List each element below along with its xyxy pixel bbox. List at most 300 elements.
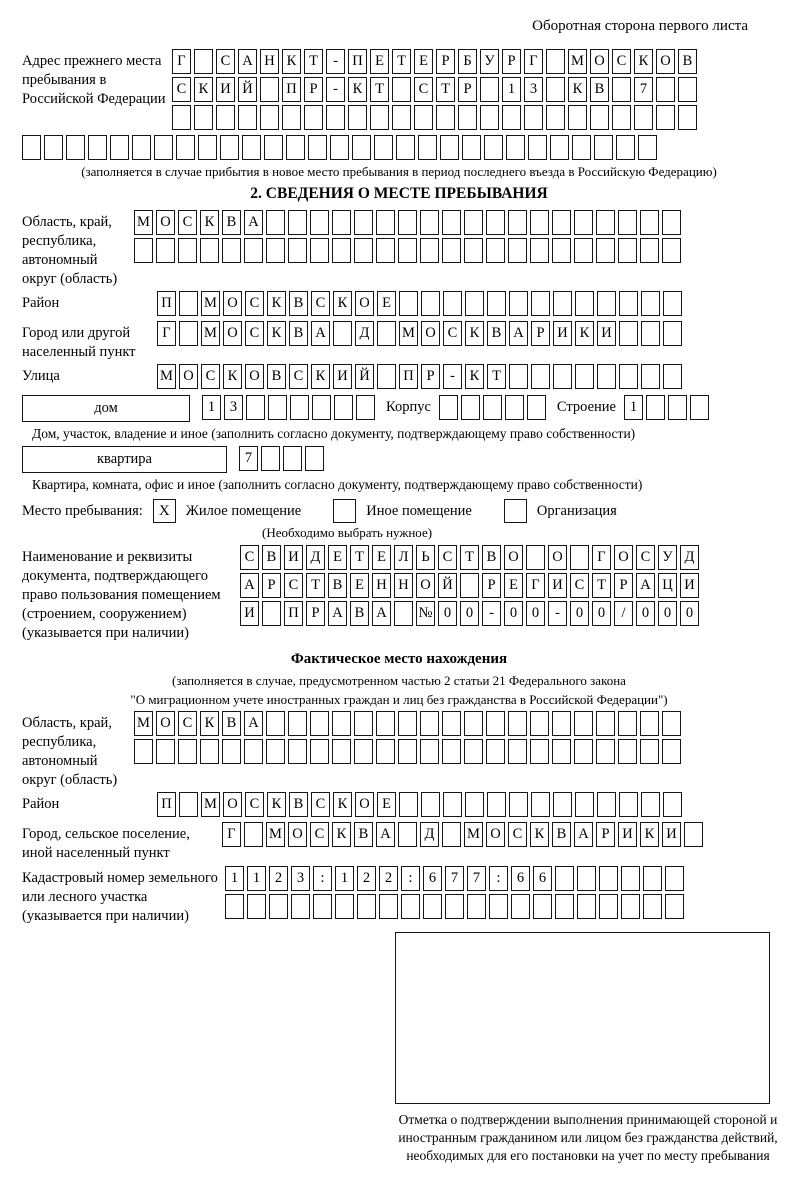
char-box[interactable]: - (548, 601, 567, 626)
char-box[interactable] (464, 739, 483, 764)
char-box[interactable]: Р (596, 822, 615, 847)
char-box[interactable] (550, 135, 569, 160)
char-box[interactable]: И (548, 573, 567, 598)
char-box[interactable] (656, 105, 675, 130)
char-box[interactable]: В (222, 711, 241, 736)
char-box[interactable] (546, 49, 565, 74)
char-box[interactable] (511, 894, 530, 919)
char-box[interactable]: С (284, 573, 303, 598)
char-box[interactable]: В (354, 822, 373, 847)
char-box[interactable] (575, 291, 594, 316)
char-box[interactable]: С (245, 321, 264, 346)
char-box[interactable] (268, 395, 287, 420)
char-box[interactable] (132, 135, 151, 160)
char-box[interactable]: 0 (592, 601, 611, 626)
char-box[interactable]: В (552, 822, 571, 847)
char-box[interactable] (634, 105, 653, 130)
char-box[interactable]: Е (504, 573, 523, 598)
char-box[interactable]: 0 (460, 601, 479, 626)
char-box[interactable] (283, 446, 302, 471)
char-box[interactable]: С (201, 364, 220, 389)
char-box[interactable] (354, 210, 373, 235)
char-box[interactable]: В (289, 792, 308, 817)
char-box[interactable]: К (267, 792, 286, 817)
char-box[interactable]: О (355, 792, 374, 817)
char-box[interactable]: Й (355, 364, 374, 389)
char-box[interactable] (398, 822, 417, 847)
char-box[interactable] (663, 364, 682, 389)
char-box[interactable] (222, 238, 241, 263)
char-box[interactable]: Т (306, 573, 325, 598)
char-box[interactable] (333, 321, 352, 346)
char-box[interactable] (546, 77, 565, 102)
char-box[interactable]: 0 (680, 601, 699, 626)
char-box[interactable]: А (328, 601, 347, 626)
char-box[interactable]: К (267, 321, 286, 346)
char-box[interactable] (663, 792, 682, 817)
char-box[interactable] (663, 321, 682, 346)
char-box[interactable] (508, 238, 527, 263)
char-box[interactable]: 3 (524, 77, 543, 102)
char-box[interactable] (618, 739, 637, 764)
char-box[interactable] (288, 210, 307, 235)
char-box[interactable]: Р (614, 573, 633, 598)
char-box[interactable] (596, 210, 615, 235)
char-box[interactable] (266, 711, 285, 736)
char-box[interactable] (220, 135, 239, 160)
char-box[interactable]: М (134, 210, 153, 235)
char-box[interactable] (304, 105, 323, 130)
char-box[interactable]: К (223, 364, 242, 389)
checkbox-organization[interactable] (504, 499, 527, 523)
char-box[interactable]: О (486, 822, 505, 847)
char-box[interactable]: К (194, 77, 213, 102)
char-box[interactable] (442, 711, 461, 736)
char-box[interactable] (399, 792, 418, 817)
char-box[interactable] (572, 135, 591, 160)
char-box[interactable] (134, 739, 153, 764)
char-box[interactable] (640, 739, 659, 764)
char-box[interactable] (266, 739, 285, 764)
char-box[interactable] (178, 739, 197, 764)
char-box[interactable] (506, 135, 525, 160)
char-box[interactable]: Г (172, 49, 191, 74)
char-box[interactable]: 6 (423, 866, 442, 891)
char-box[interactable]: 0 (570, 601, 589, 626)
char-box[interactable]: Е (377, 291, 396, 316)
char-box[interactable]: 0 (504, 601, 523, 626)
char-box[interactable]: С (216, 49, 235, 74)
char-box[interactable] (305, 446, 324, 471)
char-box[interactable]: О (548, 545, 567, 570)
char-box[interactable] (467, 894, 486, 919)
char-box[interactable]: П (157, 291, 176, 316)
char-box[interactable] (261, 446, 280, 471)
char-box[interactable]: С (311, 291, 330, 316)
char-box[interactable] (531, 364, 550, 389)
char-box[interactable]: К (575, 321, 594, 346)
char-box[interactable] (574, 238, 593, 263)
char-box[interactable] (266, 238, 285, 263)
char-box[interactable] (330, 135, 349, 160)
char-box[interactable]: С (438, 545, 457, 570)
char-box[interactable] (401, 894, 420, 919)
char-box[interactable] (594, 135, 613, 160)
char-box[interactable]: Д (420, 822, 439, 847)
char-box[interactable] (354, 238, 373, 263)
char-box[interactable] (662, 739, 681, 764)
char-box[interactable]: Т (592, 573, 611, 598)
char-box[interactable] (260, 105, 279, 130)
char-box[interactable] (555, 894, 574, 919)
char-box[interactable] (179, 792, 198, 817)
char-box[interactable]: Й (438, 573, 457, 598)
char-box[interactable] (612, 77, 631, 102)
char-box[interactable] (310, 739, 329, 764)
char-box[interactable]: Г (524, 49, 543, 74)
char-box[interactable] (420, 739, 439, 764)
char-box[interactable] (376, 238, 395, 263)
char-box[interactable] (641, 321, 660, 346)
char-box[interactable]: Н (394, 573, 413, 598)
char-box[interactable] (665, 894, 684, 919)
char-box[interactable]: - (443, 364, 462, 389)
char-box[interactable] (640, 238, 659, 263)
char-box[interactable]: № (416, 601, 435, 626)
char-box[interactable]: П (157, 792, 176, 817)
char-box[interactable] (509, 291, 528, 316)
char-box[interactable]: С (414, 77, 433, 102)
char-box[interactable] (577, 894, 596, 919)
char-box[interactable]: К (465, 321, 484, 346)
char-box[interactable] (552, 711, 571, 736)
char-box[interactable]: У (658, 545, 677, 570)
char-box[interactable] (332, 210, 351, 235)
char-box[interactable]: Р (306, 601, 325, 626)
char-box[interactable] (575, 364, 594, 389)
char-box[interactable] (264, 135, 283, 160)
char-box[interactable]: П (399, 364, 418, 389)
char-box[interactable]: О (288, 822, 307, 847)
char-box[interactable]: - (482, 601, 501, 626)
char-box[interactable] (599, 866, 618, 891)
char-box[interactable]: Р (304, 77, 323, 102)
char-box[interactable]: 0 (636, 601, 655, 626)
char-box[interactable] (398, 238, 417, 263)
char-box[interactable]: С (245, 792, 264, 817)
char-box[interactable]: С (570, 573, 589, 598)
char-box[interactable] (134, 238, 153, 263)
char-box[interactable]: 2 (269, 866, 288, 891)
char-box[interactable]: С (178, 210, 197, 235)
char-box[interactable] (508, 711, 527, 736)
char-box[interactable]: С (172, 77, 191, 102)
char-box[interactable] (596, 711, 615, 736)
char-box[interactable]: Ц (658, 573, 677, 598)
char-box[interactable] (489, 894, 508, 919)
char-box[interactable]: К (282, 49, 301, 74)
char-box[interactable] (225, 894, 244, 919)
char-box[interactable] (643, 894, 662, 919)
char-box[interactable]: 6 (533, 866, 552, 891)
char-box[interactable] (458, 105, 477, 130)
char-box[interactable] (178, 238, 197, 263)
char-box[interactable]: М (568, 49, 587, 74)
char-box[interactable]: К (568, 77, 587, 102)
char-box[interactable] (377, 364, 396, 389)
char-box[interactable]: К (332, 822, 351, 847)
char-box[interactable]: И (662, 822, 681, 847)
char-box[interactable]: Е (377, 792, 396, 817)
char-box[interactable] (398, 210, 417, 235)
char-box[interactable]: 7 (239, 446, 258, 471)
char-box[interactable] (396, 135, 415, 160)
checkbox-other-premises[interactable] (333, 499, 356, 523)
char-box[interactable]: Т (392, 49, 411, 74)
char-box[interactable] (352, 135, 371, 160)
char-box[interactable] (668, 395, 687, 420)
char-box[interactable] (552, 210, 571, 235)
char-box[interactable] (334, 395, 353, 420)
char-box[interactable]: С (612, 49, 631, 74)
char-box[interactable] (377, 321, 396, 346)
char-box[interactable]: К (348, 77, 367, 102)
char-box[interactable]: 1 (502, 77, 521, 102)
char-box[interactable]: Н (372, 573, 391, 598)
char-box[interactable] (480, 105, 499, 130)
char-box[interactable]: 6 (511, 866, 530, 891)
char-box[interactable] (662, 238, 681, 263)
char-box[interactable] (348, 105, 367, 130)
char-box[interactable] (198, 135, 217, 160)
char-box[interactable] (376, 739, 395, 764)
char-box[interactable]: 0 (526, 601, 545, 626)
char-box[interactable]: П (348, 49, 367, 74)
char-box[interactable]: О (223, 792, 242, 817)
char-box[interactable]: А (311, 321, 330, 346)
char-box[interactable] (502, 105, 521, 130)
char-box[interactable] (656, 77, 675, 102)
char-box[interactable] (530, 210, 549, 235)
char-box[interactable] (262, 601, 281, 626)
char-box[interactable] (308, 135, 327, 160)
char-box[interactable] (244, 822, 263, 847)
char-box[interactable]: И (333, 364, 352, 389)
char-box[interactable] (643, 866, 662, 891)
char-box[interactable]: О (416, 573, 435, 598)
char-box[interactable] (22, 135, 41, 160)
char-box[interactable]: Г (526, 573, 545, 598)
char-box[interactable] (464, 210, 483, 235)
char-box[interactable]: 7 (467, 866, 486, 891)
char-box[interactable] (646, 395, 665, 420)
char-box[interactable]: 2 (357, 866, 376, 891)
char-box[interactable]: Б (458, 49, 477, 74)
char-box[interactable]: 1 (247, 866, 266, 891)
char-box[interactable]: - (326, 77, 345, 102)
char-box[interactable]: В (328, 573, 347, 598)
char-box[interactable] (244, 238, 263, 263)
char-box[interactable] (313, 894, 332, 919)
char-box[interactable] (530, 739, 549, 764)
char-box[interactable] (486, 210, 505, 235)
char-box[interactable]: Т (487, 364, 506, 389)
char-box[interactable]: В (289, 291, 308, 316)
char-box[interactable]: В (487, 321, 506, 346)
char-box[interactable]: Е (370, 49, 389, 74)
char-box[interactable] (238, 105, 257, 130)
char-box[interactable]: 1 (624, 395, 643, 420)
char-box[interactable]: Р (502, 49, 521, 74)
char-box[interactable] (439, 395, 458, 420)
char-box[interactable]: С (310, 822, 329, 847)
char-box[interactable] (461, 395, 480, 420)
char-box[interactable] (421, 792, 440, 817)
char-box[interactable] (678, 77, 697, 102)
char-box[interactable]: Е (372, 545, 391, 570)
char-box[interactable] (420, 711, 439, 736)
char-box[interactable]: 1 (202, 395, 221, 420)
char-box[interactable]: А (574, 822, 593, 847)
char-box[interactable]: У (480, 49, 499, 74)
char-box[interactable] (392, 105, 411, 130)
char-box[interactable]: Л (394, 545, 413, 570)
char-box[interactable]: Ь (416, 545, 435, 570)
char-box[interactable]: В (590, 77, 609, 102)
char-box[interactable] (288, 711, 307, 736)
char-box[interactable] (505, 395, 524, 420)
char-box[interactable]: 3 (291, 866, 310, 891)
char-box[interactable] (312, 395, 331, 420)
char-box[interactable] (597, 792, 616, 817)
char-box[interactable]: Т (370, 77, 389, 102)
char-box[interactable]: А (244, 210, 263, 235)
char-box[interactable] (357, 894, 376, 919)
char-box[interactable] (423, 894, 442, 919)
char-box[interactable]: И (284, 545, 303, 570)
char-box[interactable] (621, 894, 640, 919)
char-box[interactable] (662, 210, 681, 235)
char-box[interactable]: А (636, 573, 655, 598)
char-box[interactable] (640, 210, 659, 235)
char-box[interactable]: Т (304, 49, 323, 74)
char-box[interactable] (546, 105, 565, 130)
char-box[interactable]: А (244, 711, 263, 736)
char-box[interactable] (266, 210, 285, 235)
char-box[interactable]: О (156, 210, 175, 235)
char-box[interactable] (176, 135, 195, 160)
char-box[interactable]: 7 (634, 77, 653, 102)
char-box[interactable] (247, 894, 266, 919)
char-box[interactable] (156, 238, 175, 263)
char-box[interactable]: В (289, 321, 308, 346)
char-box[interactable]: О (656, 49, 675, 74)
char-box[interactable] (612, 105, 631, 130)
char-box[interactable] (663, 291, 682, 316)
char-box[interactable]: О (223, 321, 242, 346)
stamp-box[interactable] (395, 932, 770, 1104)
char-box[interactable] (530, 711, 549, 736)
char-box[interactable] (553, 291, 572, 316)
char-box[interactable] (464, 711, 483, 736)
char-box[interactable] (486, 711, 505, 736)
char-box[interactable] (286, 135, 305, 160)
char-box[interactable] (483, 395, 502, 420)
char-box[interactable] (509, 364, 528, 389)
char-box[interactable] (310, 210, 329, 235)
char-box[interactable]: О (590, 49, 609, 74)
char-box[interactable] (442, 739, 461, 764)
char-box[interactable]: А (238, 49, 257, 74)
char-box[interactable] (290, 395, 309, 420)
char-box[interactable]: 7 (445, 866, 464, 891)
char-box[interactable] (465, 792, 484, 817)
char-box[interactable] (310, 238, 329, 263)
char-box[interactable] (577, 866, 596, 891)
char-box[interactable] (484, 135, 503, 160)
char-box[interactable]: Д (355, 321, 374, 346)
char-box[interactable] (619, 792, 638, 817)
char-box[interactable] (356, 395, 375, 420)
char-box[interactable] (332, 238, 351, 263)
char-box[interactable] (379, 894, 398, 919)
char-box[interactable]: К (311, 364, 330, 389)
char-box[interactable] (641, 792, 660, 817)
char-box[interactable] (110, 135, 129, 160)
char-box[interactable] (394, 601, 413, 626)
char-box[interactable] (616, 135, 635, 160)
char-box[interactable] (552, 739, 571, 764)
char-box[interactable] (690, 395, 709, 420)
char-box[interactable]: А (372, 601, 391, 626)
char-box[interactable]: С (178, 711, 197, 736)
char-box[interactable] (509, 792, 528, 817)
char-box[interactable]: : (313, 866, 332, 891)
char-box[interactable] (596, 739, 615, 764)
char-box[interactable] (619, 321, 638, 346)
char-box[interactable] (618, 711, 637, 736)
char-box[interactable] (440, 135, 459, 160)
char-box[interactable]: И (216, 77, 235, 102)
char-box[interactable] (465, 291, 484, 316)
char-box[interactable] (260, 77, 279, 102)
checkbox-residential[interactable]: X (153, 499, 176, 523)
char-box[interactable]: К (267, 291, 286, 316)
char-box[interactable] (282, 105, 301, 130)
char-box[interactable] (421, 291, 440, 316)
char-box[interactable]: И (553, 321, 572, 346)
char-box[interactable] (332, 739, 351, 764)
char-box[interactable] (618, 238, 637, 263)
char-box[interactable]: А (509, 321, 528, 346)
char-box[interactable] (442, 238, 461, 263)
char-box[interactable] (354, 711, 373, 736)
char-box[interactable] (590, 105, 609, 130)
char-box[interactable] (44, 135, 63, 160)
char-box[interactable] (179, 321, 198, 346)
char-box[interactable]: / (614, 601, 633, 626)
char-box[interactable] (531, 291, 550, 316)
char-box[interactable] (154, 135, 173, 160)
char-box[interactable]: К (333, 792, 352, 817)
char-box[interactable]: П (282, 77, 301, 102)
char-box[interactable]: Р (436, 49, 455, 74)
char-box[interactable] (398, 711, 417, 736)
char-box[interactable] (574, 711, 593, 736)
char-box[interactable] (194, 105, 213, 130)
char-box[interactable] (508, 739, 527, 764)
char-box[interactable]: К (634, 49, 653, 74)
